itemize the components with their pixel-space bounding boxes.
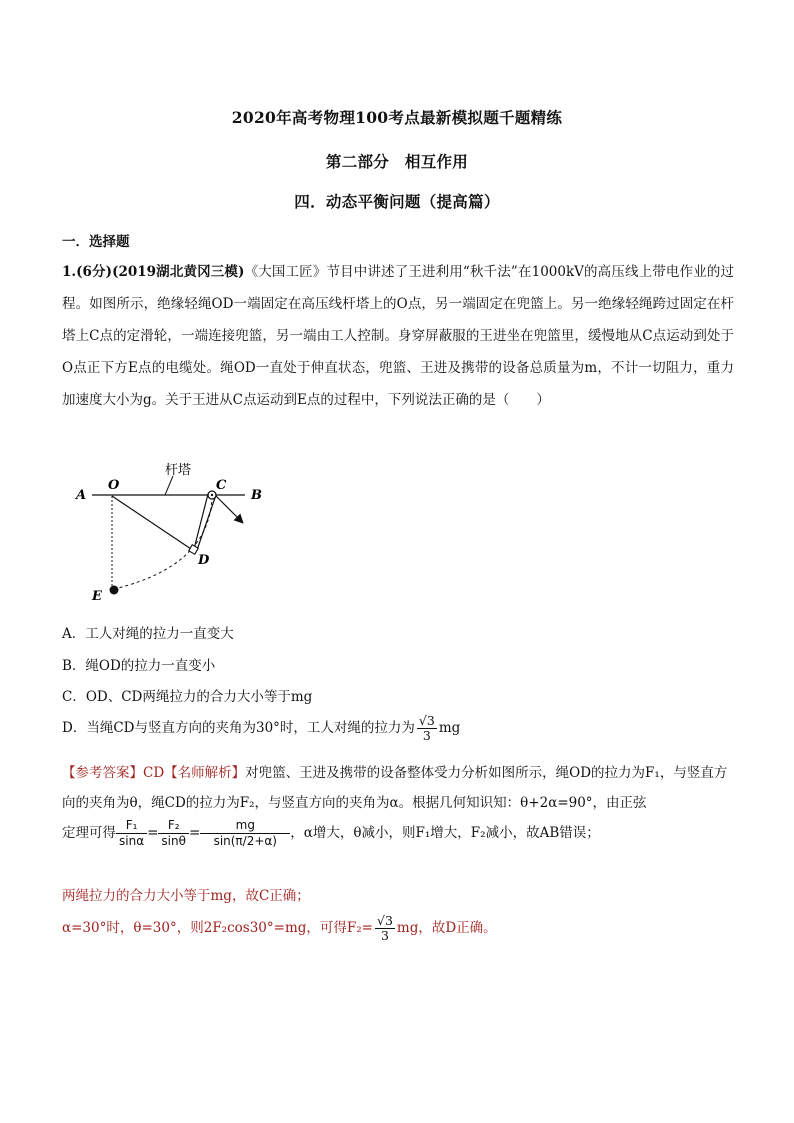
answer-line-4-fraction <box>375 914 395 943</box>
answer-line-4 <box>62 914 734 943</box>
question-source: (2019湖北黄冈三模) <box>112 264 245 280</box>
label-B: B <box>251 488 262 503</box>
label-C: C <box>216 478 227 493</box>
answer-line-2 <box>62 818 734 849</box>
answer-line-4-prefix: α=30°时，θ=30°，则2F₂cos30°=mg，可得F₂= <box>62 920 373 936</box>
answer-line-4-suffix: mg，故D正确。 <box>396 920 497 936</box>
formula-f3-num: mg <box>200 818 290 834</box>
label-E: E <box>92 589 102 604</box>
basket-D <box>189 545 199 555</box>
formula-f1-den: sinα <box>119 834 145 848</box>
option-D-fraction <box>417 714 437 743</box>
answer-line-4-den: 3 <box>380 928 389 943</box>
rope-OD <box>112 496 194 551</box>
option-D-denominator: 3 <box>422 728 431 743</box>
answer-line-3: 两绳拉力的合力大小等于mg，故C正确； <box>62 888 310 904</box>
chapter-title: 四．动态平衡问题（提高篇） <box>294 192 500 211</box>
tower-leader-line <box>165 476 173 495</box>
answer-line-2-suffix: ，α增大，θ减小，则F₁增大，F₂减小，故AB错误； <box>290 825 600 841</box>
part-title: 第二部分 相互作用 <box>325 152 469 171</box>
formula-f1-num: F₁ <box>116 818 147 834</box>
option-A: A．工人对绳的拉力一直变大 <box>62 626 234 642</box>
option-D-numerator: √3 <box>418 713 435 728</box>
pulley-center <box>211 494 213 496</box>
equals-1: = <box>147 825 159 841</box>
section-label: 一．选择题 <box>62 234 130 250</box>
formula-f3-den: sin(π/2+α) <box>213 834 277 848</box>
question-number: 1. <box>62 264 77 280</box>
answer-line-1 <box>62 758 734 818</box>
answer-analysis: 对兜篮、王进及携带的设备整体受力分析如图所示，绳OD的拉力为F₁，与竖直方向的夹角为θ，绳CD的拉力为F₂，与竖直方向的夹角为α。根据几何知识知：θ+2α=90°，由正弦 <box>62 765 728 811</box>
question-1 <box>62 256 734 416</box>
label-O: O <box>108 478 120 493</box>
formula-f1 <box>116 818 147 849</box>
formula-f2 <box>158 818 189 849</box>
formula-f2-num: F₂ <box>158 818 189 834</box>
label-A: A <box>76 488 87 503</box>
formula-f2-den: sinθ <box>161 834 186 848</box>
rope-CD <box>194 494 208 549</box>
option-B: B．绳OD的拉力一直变小 <box>62 658 216 674</box>
answer-line-4-num: √3 <box>376 913 393 928</box>
tower-label: 杆塔 <box>165 463 192 478</box>
tower-diagram <box>70 456 280 606</box>
answer-lead: 【参考答案】CD【名师解析】 <box>62 765 246 781</box>
document-title: 2020年高考物理100考点最新模拟题千题精练 <box>231 108 563 127</box>
point-E <box>110 586 119 595</box>
question-text: 《大国工匠》节目中讲述了王进利用“秋千法”在1000kV的高压线上带电作业的过程。如图所示，绝缘轻绳OD一端固定在高压线杆塔上的O点，另一端固定在兜篮上。另一绝缘轻绳跨过固定在杆塔上C点的定滑轮，一端连接兜篮，另一端由工人控制。身穿屏蔽服的王进坐在兜篮里，缓慢地从C点运动到处于O点正下方E点的电缆处。绳OD一直处于伸直状态，兜篮、王进及携带的设备总质量为m，不计一切阻力，重力加速度大小为g。关于王进从C点运动到E点的过程中，下列说法正确的是（ ） <box>62 264 734 408</box>
trajectory-arc <box>114 496 212 589</box>
option-D-suffix: mg <box>438 720 461 736</box>
option-D-text: D．当绳CD与竖直方向的夹角为30°时，工人对绳的拉力为 <box>62 720 415 736</box>
option-D <box>62 714 460 743</box>
question-score: (6分) <box>76 264 113 280</box>
equals-2: = <box>188 825 201 841</box>
rope-CD-outer <box>197 495 216 550</box>
label-D: D <box>198 553 210 568</box>
worker-rope-arrow <box>216 496 242 522</box>
formula-f3 <box>200 818 290 849</box>
option-C: C．OD、CD两绳拉力的合力大小等于mg <box>62 689 313 705</box>
answer-line-2-prefix: 定理可得 <box>62 825 116 841</box>
